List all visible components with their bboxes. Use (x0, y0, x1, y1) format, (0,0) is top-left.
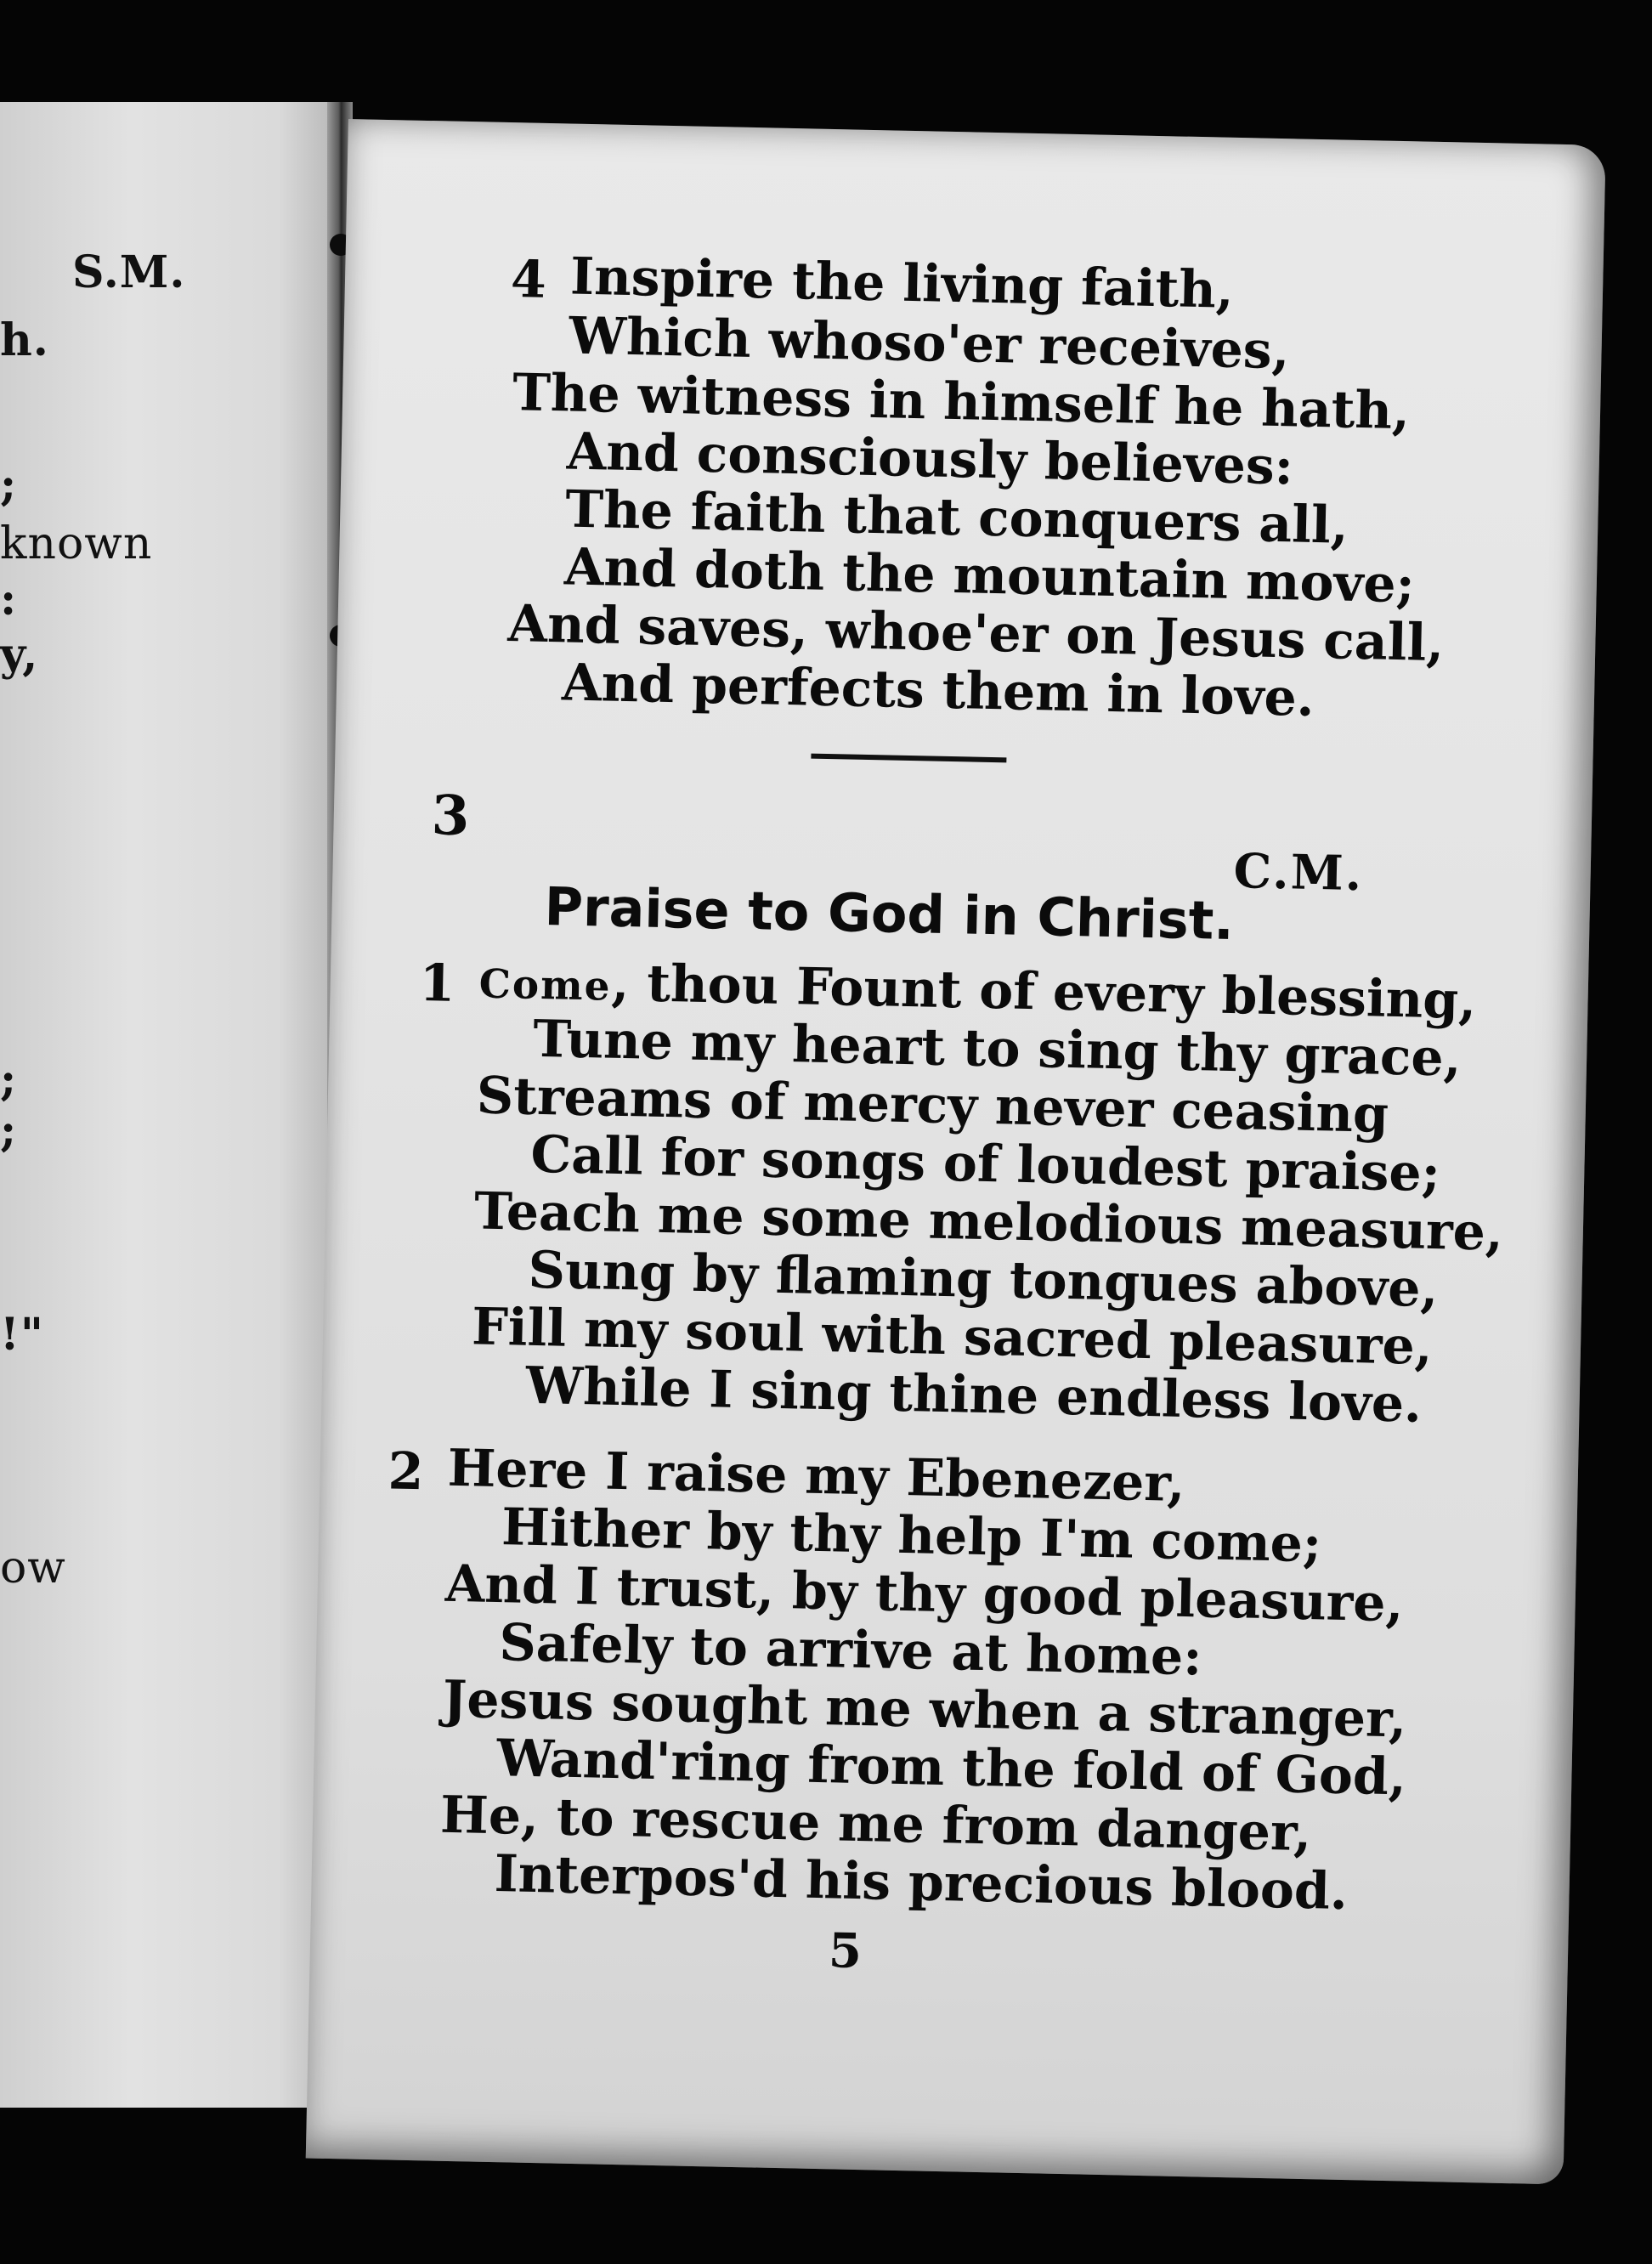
left-page (0, 102, 327, 2108)
verse-line-rest: , thou Fount of every blessing, (610, 953, 1477, 1032)
verse-line: Wand'ring from the fold of God, (495, 1729, 1407, 1808)
hymnal-page (306, 119, 1606, 2184)
section-divider (811, 754, 1006, 763)
left-fragment: h. (0, 314, 49, 366)
left-fragment: : (0, 574, 18, 625)
verse-line: Teach me some melodious measure, (473, 1181, 1504, 1263)
verse-line: Call for songs of loudest praise; (529, 1124, 1441, 1204)
verse-line: Here I raise my Ebenezer, (447, 1438, 1186, 1514)
left-fragment: y, (0, 629, 39, 681)
verse-line: Which whoso'er receives, (568, 306, 1291, 382)
verse-line: And I trust, by thy good pleasure, (444, 1554, 1405, 1634)
verse-line: He, to rescue me from danger, (439, 1785, 1312, 1864)
drop-word: Come (478, 960, 613, 1010)
verse-line: And consciously believes: (566, 422, 1294, 497)
left-fragment: S.M. (72, 246, 186, 298)
hymn-title: Praise to God in Christ. (543, 875, 1235, 953)
verse-line: And doth the mountain move; (563, 537, 1416, 615)
verse-number: 2 (387, 1441, 425, 1503)
verse-line: Inspire the living faith, (569, 246, 1235, 320)
verse-line: And saves, whoe'er on Jesus call, (506, 594, 1445, 674)
left-fragment: !" (0, 1309, 44, 1361)
verse-number: 4 (510, 250, 547, 310)
verse-line: Tune my heart to sing thy grace, (532, 1009, 1462, 1089)
verse-line: Jesus sought me when a stranger, (442, 1669, 1407, 1750)
page-number: 5 (828, 1922, 863, 1980)
verse-line: While I sing thine endless love. (525, 1356, 1423, 1435)
left-fragment: ; (0, 1105, 18, 1157)
verse-line: The witness in himself he hath, (512, 363, 1411, 442)
verse-line: Hither by thy help I'm come; (501, 1497, 1322, 1575)
left-fragment: ow (0, 1542, 66, 1593)
hymn-meter: C.M. (1233, 843, 1364, 903)
left-fragment: ; (0, 459, 18, 511)
verse-number: 1 (418, 953, 456, 1014)
hymn-number: 3 (431, 784, 471, 849)
verse-line: Fill my soul with sacred pleasure, (471, 1297, 1434, 1378)
verse-line: Safely to arrive at home: (498, 1613, 1203, 1688)
verse-line: The faith that conquers all, (564, 479, 1349, 556)
verse-line: Streams of mercy never ceasing (476, 1066, 1389, 1145)
verse-line: And perfects them in love. (561, 653, 1315, 728)
verse-line: Sung by flaming tongues above, (527, 1240, 1440, 1320)
left-fragment: ; (0, 1054, 18, 1106)
left-fragment: known (0, 518, 153, 569)
verse-line: Interpos'd his precious blood. (494, 1844, 1349, 1922)
